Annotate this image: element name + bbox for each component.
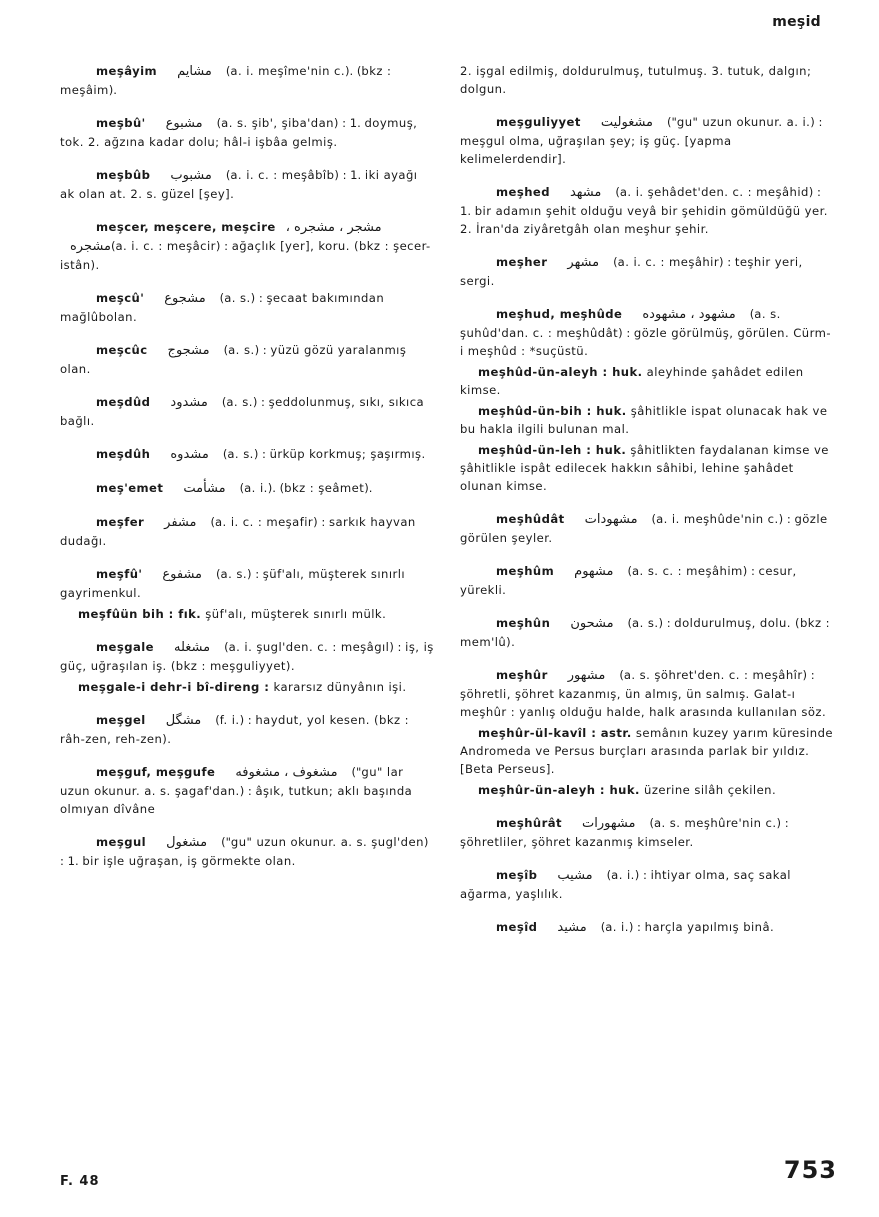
arabic-script-form: مشغول xyxy=(166,835,208,850)
subentry-headword: meşhûd-ün-leh : huk. xyxy=(478,443,627,457)
entry-headword: meşhûdât xyxy=(496,512,565,526)
page-number: 753 xyxy=(783,1156,837,1184)
arabic-script-form: مشهورات xyxy=(582,816,636,831)
entry-headword: meşdûd xyxy=(96,395,151,409)
dictionary-entry xyxy=(460,918,834,937)
dictionary-entry xyxy=(60,678,434,696)
entry-definition: (a. i. şugl'den. c. : meşâgıl) : iş, iş güç, uğraşılan iş. (bkz : meşguliyyet). xyxy=(60,640,434,673)
dictionary-entry xyxy=(460,253,834,290)
entry-headword: meşgale xyxy=(96,640,154,654)
entry-definition: (a. i.). (bkz : şeâmet). xyxy=(239,481,373,495)
subentry-headword: meşfûün bih : fık. xyxy=(78,607,202,621)
dictionary-entry xyxy=(60,62,434,99)
entry-headword: meşfer xyxy=(96,515,145,529)
entry-definition: (a. i. meşhûde'nin c.) : gözle görülen şeyler. xyxy=(460,512,828,545)
subentry-headword: meşhûd-ün-bih : huk. xyxy=(478,404,627,418)
entry-definition: (a. i. meşîme'nin c.). (bkz : meşâim). xyxy=(60,64,392,97)
subentry-headword: meşhûr-ül-kavîl : astr. xyxy=(478,726,632,740)
entry-definition: (a. i. c. : meşafir) : sarkık hayvan dudağı. xyxy=(60,515,416,548)
arabic-script-form: مشفر xyxy=(164,515,197,530)
entry-headword: meşhud, meşhûde xyxy=(496,307,623,321)
entry-headword: meşgel xyxy=(96,713,146,727)
arabic-script-form: مشحون xyxy=(570,616,614,631)
dictionary-entry xyxy=(460,441,834,495)
dictionary-entry xyxy=(460,363,834,399)
entry-headword: meşguliyyet xyxy=(496,115,581,129)
entry-definition: semânın kuzey yarım küresinde Andromeda ve Persus burçları arasında parlak bir yıldız. [Beta Perseus]. xyxy=(460,726,833,776)
dictionary-entry xyxy=(460,866,834,903)
dictionary-entry xyxy=(60,513,434,550)
entry-headword: meşâyim xyxy=(96,64,158,78)
entry-definition: (a. s.) : şeddolunmuş, sıkı, sıkıca bağlı. xyxy=(60,395,425,428)
entry-headword: meşcû' xyxy=(96,291,145,305)
entry-headword: meşhûm xyxy=(496,564,555,578)
entry-definition: üzerine silâh çekilen. xyxy=(644,783,777,797)
entry-definition: (a. i. c. : meşâbîb) : 1. iki ayağı ak olan at. 2. s. güzel [şey]. xyxy=(60,168,418,201)
entry-definition: (a. s. şöhret'den. c. : meşâhîr) : şöhretli, şöhret kazanmış, ün almış, ün salmış. Galat-ı meşhûr : yanlış olduğu halde, halk arasında kullanılan söz. xyxy=(460,668,827,719)
arabic-script-form: مشجر ، مشجره ، مشجره xyxy=(70,220,382,254)
entry-headword: meşfû' xyxy=(96,567,143,581)
dictionary-entry xyxy=(460,305,834,360)
entry-definition: kararsız dünyânın işi. xyxy=(273,680,407,694)
arabic-script-form: مشغوف ، مشغوفه xyxy=(235,765,338,780)
entry-headword: meşîb xyxy=(496,868,538,882)
subentry-headword: meşhûr-ün-aleyh : huk. xyxy=(478,783,640,797)
dictionary-entry xyxy=(60,763,434,818)
entry-headword: meşgul xyxy=(96,835,147,849)
dictionary-entry xyxy=(460,562,834,599)
arabic-script-form: مشهود ، مشهوده xyxy=(642,307,736,322)
dictionary-entry xyxy=(60,638,434,675)
entry-headword: meşhûrât xyxy=(496,816,563,830)
arabic-script-form: مشبوب xyxy=(170,168,212,183)
entry-definition: şüf'alı, müşterek sınırlı mülk. xyxy=(205,607,387,621)
entry-headword: meşbû' xyxy=(96,116,146,130)
arabic-script-form: مشغوليت xyxy=(600,115,654,130)
arabic-script-form: مشبوع xyxy=(165,116,203,131)
dictionary-entry xyxy=(460,402,834,438)
entry-definition: (a. i.) : harçla yapılmış binâ. xyxy=(600,920,775,934)
arabic-script-form: مشجوع xyxy=(164,291,206,306)
arabic-script-form: مشفوع xyxy=(162,567,203,582)
arabic-script-form: مشيد xyxy=(557,920,587,935)
right-column xyxy=(460,62,834,952)
arabic-script-form: مشهوم xyxy=(574,564,614,579)
entry-definition: (a. s. şib', şiba'dan) : 1. doymuş, tok. 2. ağzına kadar dolu; hâl-i işbâa gelmiş. xyxy=(60,116,418,149)
dictionary-entry xyxy=(60,833,434,870)
entry-headword: meş'emet xyxy=(96,481,164,495)
entry-definition: şâhitlikle ispat olunacak hak ve bu hakla ilgili bulunan mal. xyxy=(460,404,828,436)
arabic-script-form: مشگل xyxy=(165,713,202,728)
dictionary-entry xyxy=(60,289,434,326)
entry-headword: meşcer, meşcere, meşcire xyxy=(96,220,276,234)
arabic-script-form: مشايم xyxy=(177,64,212,79)
dictionary-entry xyxy=(60,711,434,748)
entry-definition: (a. s. c. : meşâhim) : cesur, yürekli. xyxy=(460,564,797,597)
entry-definition: (f. i.) : haydut, yol kesen. (bkz : râh-zen, reh-zen). xyxy=(60,713,410,746)
entry-definition: şâhitlikten faydalanan kimse ve şâhitlikle ispât edilecek hakkın sâhibi, lehine şahâdet olunan kimse. xyxy=(460,443,829,493)
entry-headword: meşhûn xyxy=(496,616,551,630)
entry-headword: meşîd xyxy=(496,920,538,934)
dictionary-entry xyxy=(60,445,434,464)
entry-definition: ("gu" uzun okunur. a. i.) : meşgul olma, uğraşılan şey; iş güç. [yapma kelimelerdendir]. xyxy=(460,115,823,166)
dictionary-entry xyxy=(60,218,434,274)
dictionary-entry xyxy=(60,479,434,498)
entry-definition: ("gu" uzun okunur. a. s. şugl'den) : 1. bir işle uğraşan, iş görmekte olan. xyxy=(60,835,429,868)
entry-headword: meşhed xyxy=(496,185,550,199)
dictionary-entry xyxy=(460,781,834,799)
dictionary-entry xyxy=(460,814,834,851)
arabic-script-form: مشدوه xyxy=(170,447,209,462)
left-column xyxy=(60,62,434,885)
dictionary-entry xyxy=(460,614,834,651)
arabic-script-form: مشهور xyxy=(567,668,606,683)
arabic-script-form: مشأمت xyxy=(183,481,226,496)
entry-headword: meşguf, meşgufe xyxy=(96,765,216,779)
entry-headword: meşcûc xyxy=(96,343,148,357)
arabic-script-form: مشهد xyxy=(569,185,602,200)
dictionary-entry xyxy=(460,724,834,778)
dictionary-entry xyxy=(460,62,834,98)
entry-definition: (a. i. c. : meşâhir) : teşhir yeri, sergi. xyxy=(460,255,803,288)
subentry-headword: meşhûd-ün-aleyh : huk. xyxy=(478,365,643,379)
dictionary-entry xyxy=(460,666,834,721)
entry-headword: meşbûb xyxy=(96,168,151,182)
entry-definition: aleyhinde şahâdet edilen kimse. xyxy=(460,365,804,397)
dictionary-entry xyxy=(60,565,434,602)
entry-definition: (a. i. şehâdet'den. c. : meşâhid) : 1. bir adamın şehit olduğu veyâ bir şehidin gömüldüğü yer. 2. İran'da ziyâretgâh olan meşhur şehir. xyxy=(460,185,828,236)
entry-headword: meşdûh xyxy=(96,447,151,461)
dictionary-entry xyxy=(60,166,434,203)
dictionary-entry xyxy=(60,605,434,623)
signature-mark: F. 48 xyxy=(60,1174,100,1189)
entry-definition: (a. s.) : doldurulmuş, dolu. (bkz : mem'lû). xyxy=(460,616,830,649)
dictionary-entry xyxy=(460,183,834,238)
entry-definition: (a. s. meşhûre'nin c.) : şöhretliler, şöhret kazanmış kimseler. xyxy=(460,816,789,849)
entry-definition: (a. s.) : şüf'alı, müşterek sınırlı gayrimenkul. xyxy=(60,567,406,600)
entry-definition: (a. i. c. : meşâcir) : ağaçlık [yer], koru. (bkz : şecer-istân). xyxy=(60,239,431,272)
arabic-script-form: مشهر xyxy=(567,255,600,270)
entry-definition: (a. s.) : yüzü gözü yaralanmış olan. xyxy=(60,343,407,376)
entry-definition: (a. i.) : ihtiyar olma, saç sakal ağarma, yaşlılık. xyxy=(460,868,791,901)
dictionary-entry xyxy=(60,393,434,430)
entry-definition: (a. s. şuhûd'dan. c. : meşhûdât) : gözle görülmüş, görülen. Cürm-i meşhûd : *suçüstü. xyxy=(460,307,831,358)
dictionary-entry xyxy=(60,114,434,151)
entry-headword: meşher xyxy=(496,255,548,269)
entry-definition: (a. s.) : şecaat bakımından mağlûbolan. xyxy=(60,291,385,324)
entry-definition: ("gu" lar uzun okunur. a. s. şagaf'dan.) : âşık, tutkun; aklı başında olmıyan dîvâne xyxy=(60,765,413,816)
arabic-script-form: مشهودات xyxy=(584,512,638,527)
arabic-script-form: مشيب xyxy=(557,868,593,883)
dictionary-entry xyxy=(60,341,434,378)
dictionary-entry xyxy=(460,510,834,547)
subentry-headword: meşgale-i dehr-i bî-direng : xyxy=(78,680,270,694)
entry-definition: 2. işgal edilmiş, doldurulmuş, tutulmuş. 3. tutuk, dalgın; dolgun. xyxy=(460,64,812,96)
entry-headword: meşhûr xyxy=(496,668,548,682)
arabic-script-form: مشغله xyxy=(173,640,211,655)
running-head: meşid xyxy=(772,14,821,30)
arabic-script-form: مشجوج xyxy=(167,343,210,358)
arabic-script-form: مشدود xyxy=(170,395,208,410)
dictionary-entry xyxy=(460,113,834,168)
entry-definition: (a. s.) : ürküp korkmuş; şaşırmış. xyxy=(222,447,426,461)
